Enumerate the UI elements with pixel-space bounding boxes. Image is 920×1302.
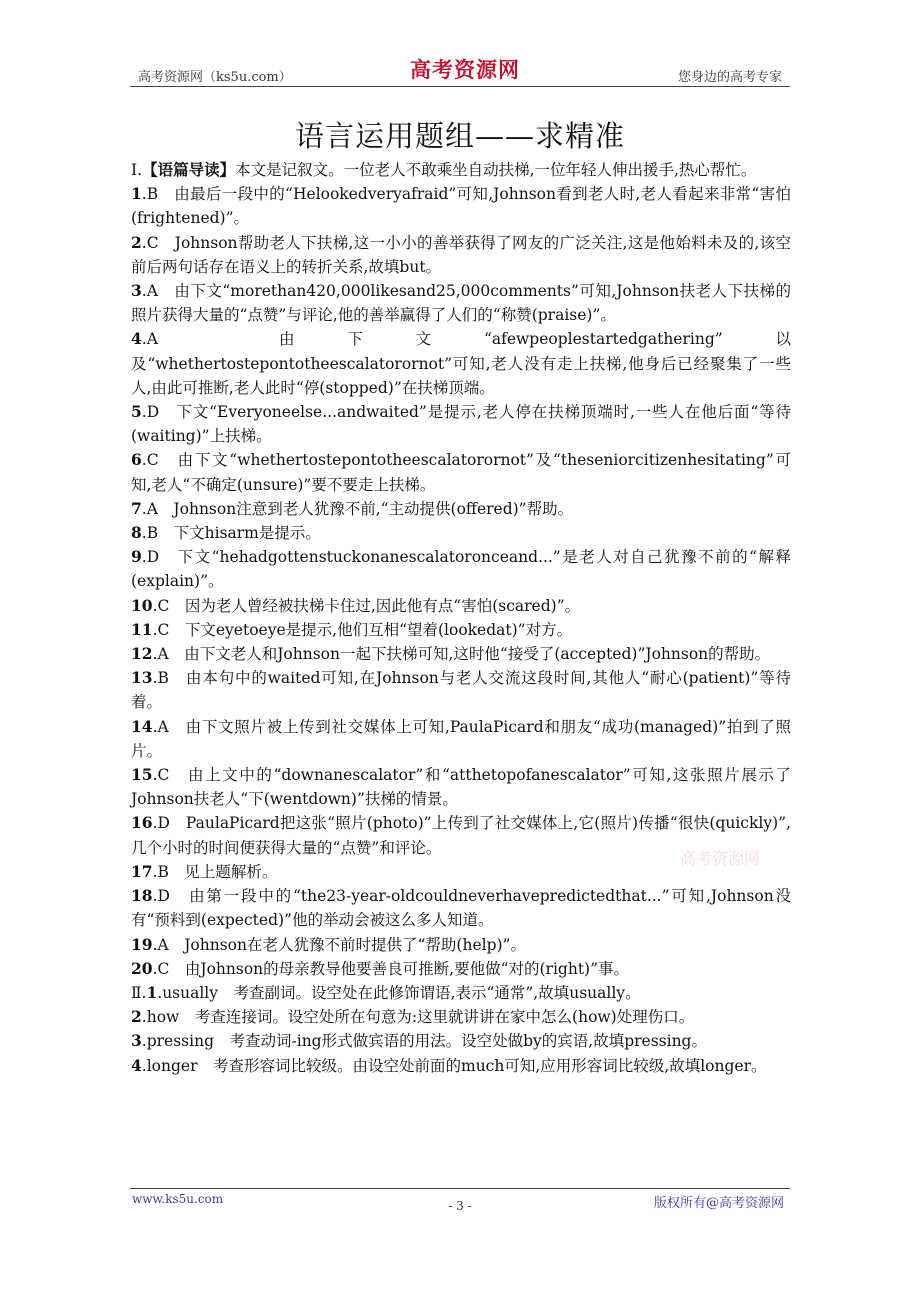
answer-explanation: 考查形容词比较级。由设空处前面的much可知,应用形容词比较级,故填longer。 [197, 1056, 767, 1075]
answer-number: 4 [131, 329, 142, 349]
answer-choice: .A [141, 499, 158, 518]
answer-number: 17 [131, 861, 153, 881]
answer-item [131, 594, 791, 618]
answer-choice: .C [152, 766, 170, 785]
header-divider [130, 86, 790, 87]
answer-item [131, 933, 791, 957]
answer-explanation: 由第一段中的“the23-year-oldcouldneverhavepredictedthat...”可知,Johnson没有“预料到(expected)”他的举动会被这么多人知道。 [131, 887, 791, 930]
answer-choice: .how [141, 1008, 180, 1027]
section-1-intro [131, 158, 791, 182]
page-header [130, 52, 790, 88]
answer-explanation: 由下文“afewpeoplestartedgathering”以及“whethertostepontotheescalatorornot”可知,老人没有走上扶梯,他身后已经聚集了一些人,由此可推断,老人此时“停(stopped)”在扶梯顶端。 [131, 330, 791, 397]
answer-number: 7 [131, 498, 142, 518]
answer-number: 10 [131, 595, 153, 615]
answer-item [131, 884, 791, 932]
answer-choice: .A [152, 935, 169, 954]
answer-choice: .D [152, 814, 170, 833]
answer-choice: .A [141, 330, 158, 349]
answer-number: 6 [131, 450, 142, 470]
answer-number: 2 [131, 1007, 142, 1027]
answer-choice: .C [152, 596, 170, 615]
answer-item [131, 279, 791, 327]
answer-number: 15 [131, 765, 153, 785]
answer-choice: .usually [157, 983, 219, 1002]
section-2-item [131, 1029, 791, 1053]
header-slogan: 您身边的高考专家 [677, 70, 782, 85]
answer-explanation: 考查副词。设空处在此修饰谓语,表示“通常”,故填usually。 [218, 983, 641, 1002]
answer-choice: .A [141, 282, 158, 301]
answer-choice: .C [141, 233, 159, 252]
header-logo: 高考资源网 [410, 58, 520, 82]
answer-number: 18 [131, 886, 153, 906]
answer-explanation: 考查连接词。设空处所在句意为:这里就讲讲在家中怎么(how)处理伤口。 [179, 1008, 695, 1027]
answer-explanation: 由本句中的waited可知,在Johnson与老人交流这段时间,其他人“耐心(patient)”等待着。 [131, 669, 791, 712]
answer-item [131, 327, 791, 400]
answer-explanation: 由上文中的“downanescalator”和“atthetopofanescalator”可知,这张照片展示了Johnson扶老人“下(wentdown)”扶梯的情景。 [131, 766, 791, 809]
intro-text: 本文是记叙文。一位老人不敢乘坐自动扶梯,一位年轻人伸出援手,热心帮忙。 [235, 161, 757, 179]
page-number: - 3 - [448, 1199, 472, 1213]
answer-choice: .D [141, 548, 160, 567]
answer-choice: .A [152, 645, 169, 664]
answer-item [131, 545, 791, 593]
answer-choice: .C [141, 451, 159, 470]
answer-number: 12 [131, 644, 153, 664]
answer-item [131, 618, 791, 642]
answer-item [131, 231, 791, 279]
answer-explanation: 由下文照片被上传到社交媒体上可知,PaulaPicard和朋友“成功(managed)”拍到了照片。 [131, 717, 791, 760]
answer-choice: .B [141, 524, 159, 543]
answer-explanation: Johnson帮助老人下扶梯,这一小小的善举获得了网友的广泛关注,这是他始料未及的,该空前后两句话存在语义上的转折关系,故填but。 [131, 233, 791, 276]
answer-explanation: 考查动词-ing形式做宾语的用法。设空处做by的宾语,故填pressing。 [214, 1032, 707, 1051]
answer-content [131, 158, 791, 1078]
answer-explanation: 由下文“whethertostepontotheescalatorornot”及“theseniorcitizenhesitating”可知,老人“不确定(unsure)”要不要走上扶梯。 [131, 451, 791, 494]
answer-number: 3 [131, 1031, 142, 1051]
answer-item [131, 763, 791, 811]
section-2-list [131, 1005, 791, 1078]
answer-item [131, 182, 791, 230]
answer-explanation: 由最后一段中的“Helookedveryafraid”可知,Johnson看到老人时,老人看起来非常“害怕(frightened)”。 [131, 185, 791, 228]
page-title: 语言运用题组——求精准 [294, 119, 625, 153]
answer-choice: .C [152, 959, 170, 978]
answer-choice: .D [152, 887, 170, 906]
answer-number: 16 [131, 813, 153, 833]
answer-choice: .B [141, 185, 159, 204]
section-2-label: Ⅱ. [131, 983, 147, 1002]
section-2-item [131, 981, 791, 1005]
answer-number: 11 [131, 619, 153, 639]
answer-number: 20 [131, 958, 153, 978]
answer-explanation: Johnson注意到老人犹豫不前,“主动提供(offered)”帮助。 [157, 499, 574, 518]
answer-explanation: 由下文“morethan420,000likesand25,000comments”可知,Johnson扶老人下扶梯的照片获得大量的“点赞”与评论,他的善举赢得了人们的“称赞(praise)”。 [131, 282, 791, 325]
section-2-item [131, 1054, 791, 1078]
answer-explanation: 由下文老人和Johnson一起下扶梯可知,这时他“接受了(accepted)”Johnson的帮助。 [168, 645, 771, 664]
answer-number: 13 [131, 668, 153, 688]
answer-explanation: 因为老人曾经被扶梯卡住过,因此他有点“害怕(scared)”。 [169, 596, 581, 615]
footer-copyright: 版权所有@高考资源网 [653, 1196, 784, 1211]
header-site-name: 高考资源网（ks5u.com） [138, 70, 292, 85]
answer-item [131, 448, 791, 496]
answer-number: 19 [131, 934, 153, 954]
answer-choice: .D [141, 403, 160, 422]
answer-item [131, 521, 791, 545]
answer-explanation: 下文“Everyoneelse...andwaited”是提示,老人停在扶梯顶端时,一些人在他后面“等待(waiting)”上扶梯。 [131, 403, 791, 446]
section-2-item [131, 1005, 791, 1029]
intro-tag: 【语篇导读】 [142, 160, 236, 179]
answer-explanation: 由Johnson的母亲教导他要善良可推断,要他做“对的(right)”事。 [169, 959, 630, 978]
answer-item [131, 666, 791, 714]
section-1-label: Ⅰ. [131, 161, 143, 179]
answer-choice: .longer [141, 1056, 198, 1075]
answer-item [131, 715, 791, 763]
answer-number: 1 [146, 982, 158, 1002]
answer-choice: .B [152, 862, 169, 881]
answer-number: 8 [131, 523, 142, 543]
answer-explanation: 下文eyetoeye是提示,他们互相“望着(lookedat)”对方。 [169, 620, 573, 639]
answer-number: 3 [131, 281, 142, 301]
answer-item [131, 957, 791, 981]
answer-explanation: 见上题解析。 [168, 862, 278, 881]
footer-divider [130, 1188, 790, 1189]
answer-choice: .B [152, 669, 169, 688]
answer-explanation: Johnson在老人犹豫不前时提供了“帮助(help)”。 [168, 935, 526, 954]
watermark: 高考资源网 [680, 849, 761, 868]
answer-number: 2 [131, 232, 142, 252]
answer-number: 9 [131, 547, 142, 567]
answer-number: 4 [131, 1055, 142, 1075]
answer-item [131, 400, 791, 448]
answer-number: 5 [131, 402, 142, 422]
answer-choice: .A [152, 717, 169, 736]
answer-number: 14 [131, 716, 153, 736]
answer-number: 1 [131, 184, 142, 204]
answer-explanation: 下文hisarm是提示。 [158, 524, 321, 543]
answer-item [131, 497, 791, 521]
footer-url: www.ks5u.com [132, 1192, 224, 1206]
answer-choice: .C [152, 620, 170, 639]
answer-item [131, 642, 791, 666]
answer-explanation: PaulaPicard把这张“照片(photo)”上传到了社交媒体上,它(照片)传播“很快(quickly)”,几个小时的时间便获得大量的“点赞”和评论。 [131, 814, 791, 857]
answer-explanation: 下文“hehadgottenstuckonanescalatoronceand...”是老人对自己犹豫不前的“解释(explain)”。 [131, 548, 791, 591]
answer-choice: .pressing [141, 1032, 214, 1051]
